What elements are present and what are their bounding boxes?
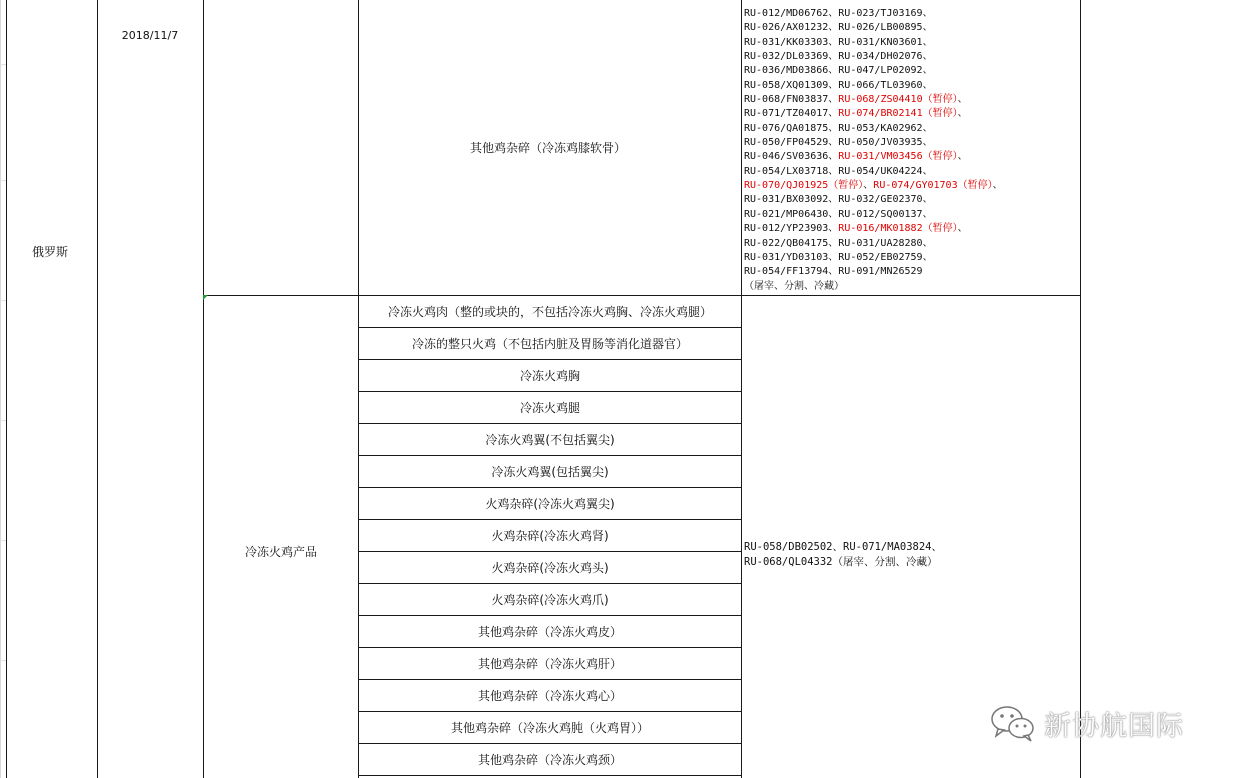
watermark-text: 新协航国际 xyxy=(1044,710,1184,742)
code-text: RU-036/MD03866、RU-047/LP02092、 xyxy=(744,65,933,77)
code-text: RU-012/YP23903、 xyxy=(744,223,839,235)
codes-line: RU-068/QL04332（屠宰、分割、冷藏） xyxy=(744,555,938,568)
code-text: RU-068/FN03837、 xyxy=(744,94,839,106)
product-name: 冷冻火鸡翼(包括翼尖) xyxy=(491,465,609,479)
code-text: 、 xyxy=(957,151,968,163)
suspended-code: RU-031/VM03456（暂停） xyxy=(838,151,958,163)
codes-line xyxy=(744,21,1078,35)
code-text: RU-031/KK03303、RU-031/KN03601、 xyxy=(744,36,933,48)
product-row xyxy=(359,456,741,488)
code-text: RU-054/LX03718、RU-054/UK04224、 xyxy=(744,165,933,177)
category-cell: 冷冻火鸡产品 xyxy=(244,545,318,559)
suspended-code: RU-074/BR02141（暂停） xyxy=(838,108,958,120)
code-text: RU-032/DL03369、RU-034/DH02076、 xyxy=(744,51,933,63)
code-text: RU-046/SV03636、 xyxy=(744,151,839,163)
cell-comment-marker xyxy=(203,295,208,300)
product-name: 冷冻火鸡腿 xyxy=(519,401,580,415)
column-border xyxy=(1080,0,1081,778)
code-text: RU-012/MD06762、RU-023/TJ03169、 xyxy=(744,8,933,19)
product-name: 其他鸡杂碎（冷冻火鸡皮） xyxy=(477,625,622,639)
column-border xyxy=(203,0,204,778)
product-row xyxy=(359,616,741,648)
product-name: 冷冻火鸡胸 xyxy=(519,369,580,383)
watermark xyxy=(990,700,1184,746)
product-row xyxy=(359,680,741,712)
product-name: 火鸡杂碎(冷冻火鸡翼尖) xyxy=(485,497,615,511)
establishment-codes xyxy=(744,7,1078,294)
codes-line xyxy=(744,122,1078,136)
codes-line xyxy=(744,150,1078,164)
date-cell: 2018/11/7 xyxy=(121,29,179,42)
product-name: 火鸡杂碎(冷冻火鸡头) xyxy=(491,561,609,575)
product-row xyxy=(359,648,741,680)
wechat-icon xyxy=(990,703,1036,743)
code-text: （屠宰、分割、冷藏） xyxy=(744,280,844,292)
product-row xyxy=(359,520,741,552)
code-text: RU-050/FP04529、RU-050/JV03935、 xyxy=(744,137,933,149)
codes-line xyxy=(744,208,1078,222)
code-text: 、 xyxy=(957,108,968,120)
product-row xyxy=(359,712,741,744)
column-border xyxy=(6,0,7,778)
code-text: RU-054/FF13794、RU-091/MN26529 xyxy=(744,266,923,278)
codes-line xyxy=(744,222,1078,236)
product-name: 其他鸡杂碎（冷冻火鸡肫（火鸡胃）） xyxy=(450,721,649,735)
product-row xyxy=(359,296,741,328)
product-name: 其他鸡杂碎（冷冻火鸡颈） xyxy=(477,753,622,767)
suspended-code: RU-016/MK01882（暂停） xyxy=(838,223,958,235)
codes-line xyxy=(744,237,1078,251)
code-text: 、 xyxy=(863,180,874,192)
product-name: 火鸡杂碎(冷冻火鸡肾) xyxy=(491,529,609,543)
codes-line xyxy=(744,136,1078,150)
product-row xyxy=(359,584,741,616)
codes-line xyxy=(744,64,1078,78)
product-name: 冷冻火鸡翼(不包括翼尖) xyxy=(485,433,615,447)
country-cell: 俄罗斯 xyxy=(31,245,69,259)
codes-line xyxy=(744,179,1078,193)
suspended-code: RU-070/QJ01925（暂停） xyxy=(744,180,864,192)
product-name: 冷冻的整只火鸡（不包括内脏及胃肠等消化道器官） xyxy=(411,337,688,351)
code-text: RU-076/QA01875、RU-053/KA02962、 xyxy=(744,122,933,134)
product-row xyxy=(359,552,741,584)
product-name: 冷冻火鸡肉（整的或块的，不包括冷冻火鸡胸、冷冻火鸡腿） xyxy=(387,305,712,319)
code-text: 、 xyxy=(957,94,968,106)
column-border xyxy=(97,0,98,778)
establishment-codes-turkey xyxy=(744,540,1078,569)
product-row xyxy=(359,424,741,456)
codes-line xyxy=(744,50,1078,64)
product-name: 火鸡杂碎(冷冻火鸡爪) xyxy=(491,593,609,607)
codes-line xyxy=(744,79,1078,93)
product-row xyxy=(359,360,741,392)
code-text: 、 xyxy=(957,223,968,235)
product-row xyxy=(359,488,741,520)
codes-line xyxy=(744,265,1078,279)
code-text: RU-058/XQ01309、RU-066/TL03960、 xyxy=(744,79,933,91)
code-text: RU-031/YD03103、RU-052/EB02759、 xyxy=(744,251,933,263)
grid-line xyxy=(0,0,1,778)
codes-line xyxy=(744,165,1078,179)
column-border xyxy=(741,0,742,778)
product-name: 其他鸡杂碎（冷冻火鸡肝） xyxy=(477,657,622,671)
product-row xyxy=(359,392,741,424)
code-text: RU-031/BX03092、RU-032/GE02370、 xyxy=(744,194,933,206)
product-row xyxy=(359,744,741,776)
suspended-code: RU-074/GY01703（暂停） xyxy=(873,180,993,192)
code-text: RU-022/QB04175、RU-031/UA28280、 xyxy=(744,237,933,249)
codes-line xyxy=(744,36,1078,50)
code-text: 、 xyxy=(992,180,1003,192)
codes-line xyxy=(744,7,1078,21)
code-text: RU-071/TZ04017、 xyxy=(744,108,839,120)
suspended-code: RU-068/ZS04410（暂停） xyxy=(838,94,958,106)
codes-line: RU-058/DB02502、RU-071/MA03824、 xyxy=(744,541,943,553)
codes-line xyxy=(744,193,1078,207)
product-cell: 其他鸡杂碎（冷冻鸡膝软骨） xyxy=(469,141,627,155)
product-row xyxy=(359,328,741,360)
code-text: RU-021/MP06430、RU-012/SQ00137、 xyxy=(744,208,933,220)
codes-line xyxy=(744,93,1078,107)
code-text: RU-026/AX01232、RU-026/LB00895、 xyxy=(744,22,933,34)
codes-line xyxy=(744,251,1078,265)
product-name: 其他鸡杂碎（冷冻火鸡心） xyxy=(477,689,622,703)
codes-line xyxy=(744,107,1078,121)
codes-line xyxy=(744,280,1078,294)
